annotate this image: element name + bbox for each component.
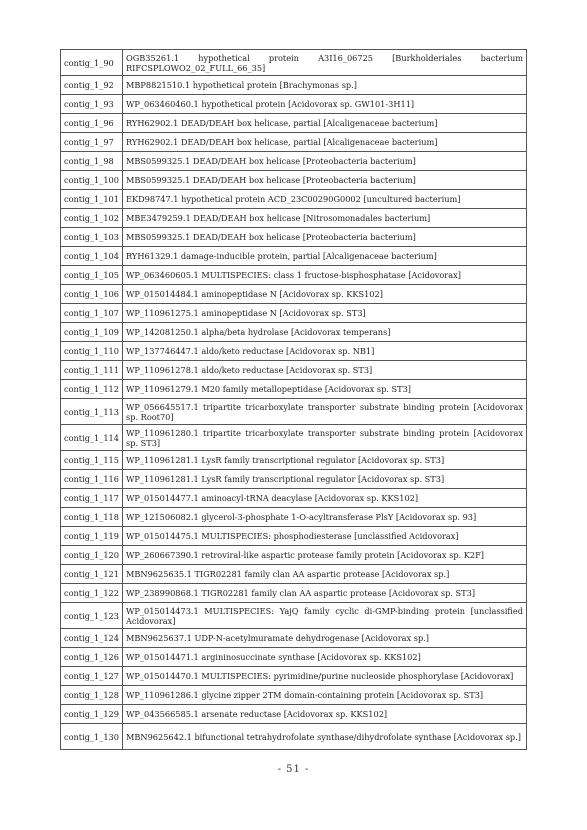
protein-description-cell: WP_056645517.1 tripartite tricarboxylate transporter substrate binding protein [Acidovorax sp. Root70]: [123, 399, 527, 425]
table-row: [61, 425, 527, 451]
contig-id-cell: contig_1_122: [61, 584, 123, 603]
table-row: [61, 285, 527, 304]
table-row: [61, 50, 527, 76]
protein-description-cell: MBS0599325.1 DEAD/DEAH box helicase [Proteobacteria bacterium]: [123, 228, 527, 247]
table-body: [61, 50, 527, 750]
table-row: [61, 546, 527, 565]
table-row: [61, 228, 527, 247]
contig-id-cell: contig_1_116: [61, 470, 123, 489]
protein-description-cell: WP_137746447.1 aldo/keto reductase [Acidovorax sp. NB1]: [123, 342, 527, 361]
protein-description-cell: WP_110961280.1 tripartite tricarboxylate transporter substrate binding protein [Acidovorax sp. ST3]: [123, 425, 527, 451]
protein-description-cell: WP_063460605.1 MULTISPECIES: class 1 fructose-bisphosphatase [Acidovorax]: [123, 266, 527, 285]
protein-description-cell: WP_110961281.1 LysR family transcriptional regulator [Acidovorax sp. ST3]: [123, 451, 527, 470]
contig-id-cell: contig_1_113: [61, 399, 123, 425]
table-row: [61, 527, 527, 546]
table-row: [61, 304, 527, 323]
table-row: [61, 95, 527, 114]
contig-id-cell: contig_1_115: [61, 451, 123, 470]
page-number: - 51 -: [277, 764, 310, 775]
table-row: [61, 114, 527, 133]
contig-id-cell: contig_1_117: [61, 489, 123, 508]
contig-id-cell: contig_1_111: [61, 361, 123, 380]
table-row: [61, 266, 527, 285]
table-row: [61, 190, 527, 209]
table-row: [61, 451, 527, 470]
contig-id-cell: contig_1_109: [61, 323, 123, 342]
protein-description-cell: WP_110961278.1 aldo/keto reductase [Acidovorax sp. ST3]: [123, 361, 527, 380]
table-row: [61, 508, 527, 527]
protein-description-cell: WP_110961281.1 LysR family transcriptional regulator [Acidovorax sp. ST3]: [123, 470, 527, 489]
contig-id-cell: contig_1_100: [61, 171, 123, 190]
protein-description-cell: WP_110961275.1 aminopeptidase N [Acidovorax sp. ST3]: [123, 304, 527, 323]
table-row: [61, 209, 527, 228]
contig-id-cell: contig_1_128: [61, 686, 123, 705]
protein-description-cell: WP_015014477.1 aminoacyl-tRNA deacylase [Acidovorax sp. KKS102]: [123, 489, 527, 508]
table-row: [61, 603, 527, 629]
contig-id-cell: contig_1_106: [61, 285, 123, 304]
contig-annotation-table: [60, 49, 527, 750]
protein-description-cell: WP_015014475.1 MULTISPECIES: phosphodiesterase [unclassified Acidovorax]: [123, 527, 527, 546]
protein-description-cell: MBE3479259.1 DEAD/DEAH box helicase [Nitrosomonadales bacterium]: [123, 209, 527, 228]
table-row: [61, 247, 527, 266]
contig-id-cell: contig_1_123: [61, 603, 123, 629]
contig-id-cell: contig_1_121: [61, 565, 123, 584]
protein-description-cell: MBN9625637.1 UDP-N-acetylmuramate dehydrogenase [Acidovorax sp.]: [123, 629, 527, 648]
contig-id-cell: contig_1_96: [61, 114, 123, 133]
table-row: [61, 361, 527, 380]
protein-description-cell: WP_015014473.1 MULTISPECIES: YajQ family cyclic di-GMP-binding protein [unclassified Acidovorax]: [123, 603, 527, 629]
contig-id-cell: contig_1_127: [61, 667, 123, 686]
protein-description-cell: EKD98747.1 hypothetical protein ACD_23C00290G0002 [uncultured bacterium]: [123, 190, 527, 209]
protein-description-cell: WP_015014471.1 argininosuccinate synthase [Acidovorax sp. KKS102]: [123, 648, 527, 667]
table-row: [61, 399, 527, 425]
table-row: [61, 489, 527, 508]
protein-description-cell: WP_121506082.1 glycerol-3-phosphate 1-O-acyltransferase PlsY [Acidovorax sp. 93]: [123, 508, 527, 527]
protein-description-cell: WP_015014470.1 MULTISPECIES: pyrimidine/purine nucleoside phosphorylase [Acidovorax]: [123, 667, 527, 686]
table-row: [61, 705, 527, 724]
contig-id-cell: contig_1_114: [61, 425, 123, 451]
protein-description-cell: MBN9625635.1 TIGR02281 family clan AA aspartic protease [Acidovorax sp.]: [123, 565, 527, 584]
contig-id-cell: contig_1_129: [61, 705, 123, 724]
contig-id-cell: contig_1_104: [61, 247, 123, 266]
contig-id-cell: contig_1_97: [61, 133, 123, 152]
contig-id-cell: contig_1_92: [61, 76, 123, 95]
protein-description-cell: WP_063460460.1 hypothetical protein [Acidovorax sp. GW101-3H11]: [123, 95, 527, 114]
contig-id-cell: contig_1_130: [61, 724, 123, 750]
contig-id-cell: contig_1_105: [61, 266, 123, 285]
protein-description-cell: WP_110961286.1 glycine zipper 2TM domain-containing protein [Acidovorax sp. ST3]: [123, 686, 527, 705]
protein-description-cell: WP_110961279.1 M20 family metallopeptidase [Acidovorax sp. ST3]: [123, 380, 527, 399]
contig-id-cell: contig_1_118: [61, 508, 123, 527]
protein-description-cell: WP_142081250.1 alpha/beta hydrolase [Acidovorax temperans]: [123, 323, 527, 342]
protein-description-cell: WP_015014484.1 aminopeptidase N [Acidovorax sp. KKS102]: [123, 285, 527, 304]
table-row: [61, 470, 527, 489]
table-row: [61, 686, 527, 705]
contig-id-cell: contig_1_101: [61, 190, 123, 209]
contig-id-cell: contig_1_107: [61, 304, 123, 323]
protein-description-cell: MBS0599325.1 DEAD/DEAH box helicase [Proteobacteria bacterium]: [123, 171, 527, 190]
table-row: [61, 323, 527, 342]
table-row: [61, 584, 527, 603]
protein-description-cell: RYH62902.1 DEAD/DEAH box helicase, partial [Alcaligenaceae bacterium]: [123, 133, 527, 152]
protein-description-cell: MBN9625642.1 bifunctional tetrahydrofolate synthase/dihydrofolate synthase [Acidovorax sp.]: [123, 724, 527, 750]
table-row: [61, 171, 527, 190]
protein-description-cell: MBP8821510.1 hypothetical protein [Brachymonas sp.]: [123, 76, 527, 95]
table-row: [61, 76, 527, 95]
table-row: [61, 648, 527, 667]
protein-description-cell: RYH62902.1 DEAD/DEAH box helicase, partial [Alcaligenaceae bacterium]: [123, 114, 527, 133]
contig-id-cell: contig_1_124: [61, 629, 123, 648]
protein-description-cell: WP_043566585.1 arsenate reductase [Acidovorax sp. KKS102]: [123, 705, 527, 724]
contig-id-cell: contig_1_126: [61, 648, 123, 667]
contig-id-cell: contig_1_120: [61, 546, 123, 565]
protein-description-cell: OGB35261.1 hypothetical protein A3I16_06725 [Burkholderiales bacterium RIFCSPLOWO2_02_FULL_66_35]: [123, 50, 527, 76]
contig-id-cell: contig_1_102: [61, 209, 123, 228]
contig-id-cell: contig_1_98: [61, 152, 123, 171]
protein-description-cell: WP_238990868.1 TIGR02281 family clan AA aspartic protease [Acidovorax sp. ST3]: [123, 584, 527, 603]
contig-id-cell: contig_1_103: [61, 228, 123, 247]
protein-description-cell: WP_260667390.1 retroviral-like aspartic protease family protein [Acidovorax sp. K2F]: [123, 546, 527, 565]
table-row: [61, 152, 527, 171]
contig-id-cell: contig_1_110: [61, 342, 123, 361]
table-row: [61, 724, 527, 750]
table-row: [61, 133, 527, 152]
table-row: [61, 565, 527, 584]
contig-id-cell: contig_1_93: [61, 95, 123, 114]
table-row: [61, 380, 527, 399]
table-row: [61, 342, 527, 361]
contig-id-cell: contig_1_112: [61, 380, 123, 399]
protein-description-cell: RYH61329.1 damage-inducible protein, partial [Alcaligenaceae bacterium]: [123, 247, 527, 266]
table-row: [61, 667, 527, 686]
contig-id-cell: contig_1_119: [61, 527, 123, 546]
protein-description-cell: MBS0599325.1 DEAD/DEAH box helicase [Proteobacteria bacterium]: [123, 152, 527, 171]
contig-id-cell: contig_1_90: [61, 50, 123, 76]
table-row: [61, 629, 527, 648]
